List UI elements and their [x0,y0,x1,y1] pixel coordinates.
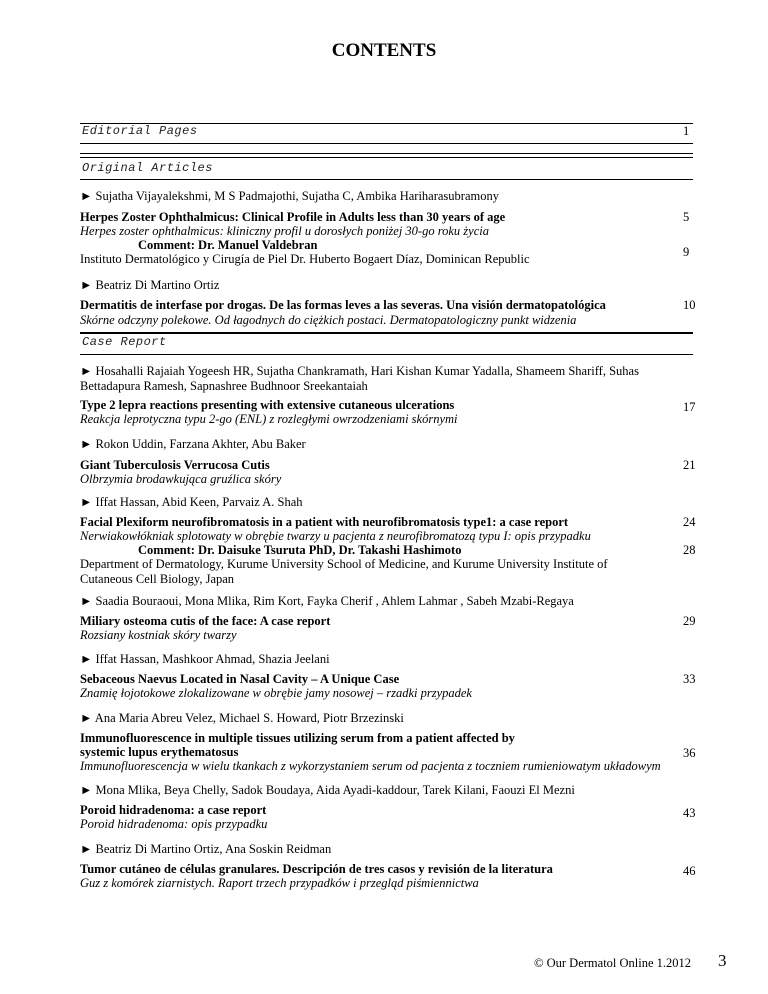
article-title: Miliary osteoma cutis of the face: A case report [80,614,331,628]
article-page: 29 [683,614,696,628]
article-comment: Comment: Dr. Daisuke Tsuruta PhD, Dr. Takashi Hashimoto [138,543,462,557]
footer-page-number: 3 [718,951,727,970]
article-polish-title: Rozsiany kostniak skóry twarzy [80,628,237,642]
article-authors: ► Beatriz Di Martino Ortiz [80,278,220,292]
article-title: Dermatitis de interfase por drogas. De las formas leves a las severas. Una visión dermatopatológica [80,298,606,312]
comment-page: 9 [683,245,690,259]
article-authors: ► Rokon Uddin, Farzana Akhter, Abu Baker [80,437,306,451]
article-authors: ► Iffat Hassan, Abid Keen, Parvaiz A. Shah [80,495,303,509]
article-title: Herpes Zoster Ophthalmicus: Clinical Profile in Adults less than 30 years of age [80,210,506,224]
article-polish-title: Immunofluorescencja w wielu tkankach z wykorzystaniem serum od pacjenta z toczniem rumieniowatym układowym [80,759,661,773]
section-rule [80,354,693,355]
article-page: 46 [683,864,696,878]
article-polish-title: Poroid hidradenoma: opis przypadku [80,817,268,831]
article-title: Tumor cutáneo de células granulares. Descripción de tres casos y revisión de la literatura [80,862,553,876]
article-page: 24 [683,515,696,529]
page-title: CONTENTS [331,40,437,61]
article-authors: ► Beatriz Di Martino Ortiz, Ana Soskin Reidman [80,842,332,856]
article-authors: ► Saadia Bouraoui, Mona Mlika, Rim Kort, Fayka Cherif , Ahlem Lahmar , Sabeh Mzabi-Regaya [80,594,574,608]
section-rule [80,179,693,180]
article-page: 21 [683,458,696,472]
article-comment: Comment: Dr. Manuel Valdebran [138,238,318,252]
section-original: Original Articles [82,161,213,175]
article-page: 17 [683,400,696,414]
article-title: Sebaceous Naevus Located in Nasal Cavity – A Unique Case [80,672,400,686]
comment-institution: Instituto Dermatológico y Cirugía de Piel Dr. Huberto Bogaert Díaz, Dominican Republic [80,252,530,266]
article-title: Immunofluorescence in multiple tissues utilizing serum from a patient affected by [80,731,515,745]
article-polish-title: Olbrzymia brodawkująca gruźlica skóry [80,472,282,486]
article-page: 36 [683,746,696,760]
article-title: Poroid hidradenoma: a case report [80,803,267,817]
article-title: Type 2 lepra reactions presenting with extensive cutaneous ulcerations [80,398,455,412]
article-page: 43 [683,806,696,820]
article-polish-title: Reakcja leprotyczna typu 2-go (ENL) z rozległymi owrzodzeniami skórnymi [80,412,458,426]
section-rule [80,153,693,154]
article-polish-title: Skórne odczyny polekowe. Od łagodnych do ciężkich postaci. Dermatopatologiczny punkt widzenia [80,313,577,327]
article-page: 33 [683,672,696,686]
article-title: Facial Plexiform neurofibromatosis in a patient with neurofibromatosis type1: a case report [80,515,569,529]
article-title: Giant Tuberculosis Verrucosa Cutis [80,458,270,472]
article-page: 10 [683,298,696,312]
article-authors: ► Sujatha Vijayalekshmi, M S Padmajothi, Sujatha C, Ambika Hariharasubramony [80,189,499,203]
comment-page: 28 [683,543,696,557]
article-polish-title: Herpes zoster ophthalmicus: kliniczny profil u dorosłych poniżej 30-go roku życia [80,224,489,238]
section-rule [80,143,693,144]
comment-institution: Department of Dermatology, Kurume University School of Medicine, and Kurume University Institute of Cutaneous Cell Biology, Japan [80,557,608,586]
article-authors: ► Mona Mlika, Beya Chelly, Sadok Boudaya, Aida Ayadi-kaddour, Tarek Kilani, Faouzi El Mezni [80,783,575,797]
article-polish-title: Nerwiakowłókniak splotowaty w obrębie twarzy u pacjenta z neurofibromatozą typu I: opis przypadku [80,529,591,543]
section-editorial: Editorial Pages [82,124,198,138]
footer-journal: © Our Dermatol Online 1.2012 [534,956,692,970]
editorial-page: 1 [683,124,690,138]
section-rule [80,157,693,158]
article-page: 5 [683,210,690,224]
article-title-continued: systemic lupus erythematosus [80,745,239,759]
article-authors: ► Iffat Hassan, Mashkoor Ahmad, Shazia Jeelani [80,652,330,666]
section-case: Case Report [82,335,167,349]
section-rule [80,332,693,334]
article-authors: ► Hosahalli Rajaiah Yogeesh HR, Sujatha Chankramath, Hari Kishan Kumar Yadalla, Shameem Shariff, Suhas Bettadapura Ramesh, Sapnashree Budhnoor Sreekantaiah [80,364,639,393]
article-polish-title: Znamię łojotokowe zlokalizowane w obrębie jamy nosowej – rzadki przypadek [80,686,472,700]
article-authors: ► Ana Maria Abreu Velez, Michael S. Howard, Piotr Brzezinski [80,711,404,725]
article-polish-title: Guz z komórek ziarnistych. Raport trzech przypadków i przegląd piśmiennictwa [80,876,479,890]
